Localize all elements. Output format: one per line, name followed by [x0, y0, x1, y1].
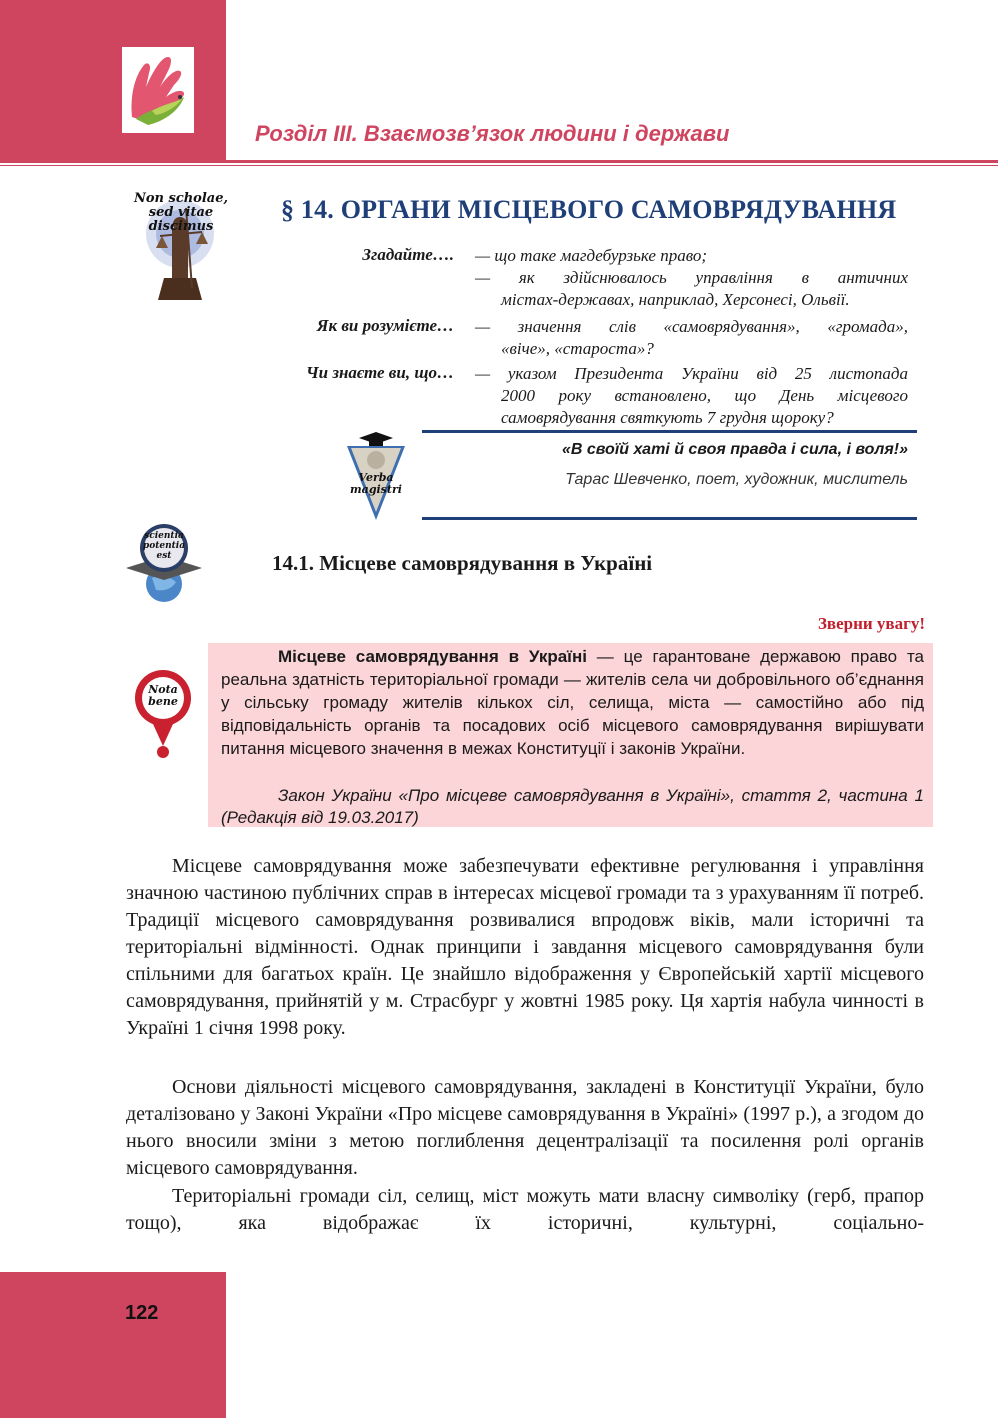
prompt-line: — значення слів «самоврядування», «громада», [475, 317, 908, 336]
verba-label: Verba magistri [350, 471, 402, 496]
section-title: § 14. ОРГАНИ МІСЦЕВОГО САМОВРЯДУВАННЯ [281, 195, 897, 224]
quote-bottom-rule [422, 517, 917, 520]
page-number: 122 [125, 1302, 159, 1324]
subsection-title: 14.1. Місцеве самоврядування в Україні [272, 551, 653, 575]
prompt-label-understand: Як ви розумієте… [316, 316, 454, 335]
definition-text [221, 645, 924, 760]
prompt-line: «віче», «староста»? [501, 339, 654, 358]
chapter-title: Розділ ІІІ. Взаємозв’язок людини і держави [255, 121, 730, 146]
header-rule-thin [0, 165, 998, 166]
verba-magistri-emblem [337, 432, 415, 522]
body-paragraph-2 [126, 1074, 924, 1182]
definition-source [221, 785, 924, 829]
quote-top-rule [422, 430, 917, 433]
scientia-emblem [124, 520, 206, 608]
prompt-line: — як здійснювалось управління в античних [475, 268, 908, 287]
prompt-line: 2000 року встановлено, що День місцевого [501, 386, 908, 405]
prompt-line: — що таке магдебурзьке право; [475, 246, 708, 265]
definition-lead: Місцеве самоврядування в Україні [278, 647, 587, 666]
prompt-items-recall [475, 245, 908, 311]
prompt-line: самоврядування святкують 7 грудня щороку? [501, 408, 834, 427]
nota-bene-label: Nota bene [148, 683, 178, 708]
hand-bird-logo [122, 47, 194, 133]
prompt-line: містах-державах, наприклад, Херсонесі, Ольвії. [501, 290, 850, 309]
epigraph-quote: «В своїй хаті й своя правда і сила, і воля!» [561, 441, 908, 458]
scientia-label: scientia potentia est [142, 531, 186, 561]
definition-body: — це гарантоване державою право та реальна здатність територіальної громади — жителів села чи добровільного об’єднання у сільську громаду жителів кількох сіл, селища, міста — самостійно або під відповідальність органів та посадових осіб місцевого самоврядування вирішувати питання місцевого значення в межах Конституції і законів України. [221, 647, 924, 758]
attention-label: Зверни увагу! [817, 614, 925, 633]
themis-emblem [122, 188, 240, 306]
definition-source-text: Закон України «Про місцеве самоврядування в Україні», стаття 2, частина 1 (Редакція від 19.03.2017) [221, 786, 924, 827]
body-paragraph-1 [126, 853, 924, 1042]
prompt-label-know: Чи знаєте ви, що… [305, 363, 454, 382]
header-rule [0, 160, 998, 163]
nota-bene-pin-icon [133, 668, 193, 760]
body-text: Територіальні громади сіл, селищ, міст можуть мати власну символіку (герб, прапор тощо), яка відображає їх історичні, культурні, соціально- [126, 1185, 924, 1234]
body-text: Основи діяльності місцевого самоврядування, закладені в Конституції України, було деталізовано у Законі України «Про місцеве самоврядування в Україні» (1997 р.), а згодом до нього вносили зміни з метою поглиблення децентралізації та посилення ролі органів місцевого самоврядування. [126, 1076, 924, 1179]
prompt-items-know [475, 363, 908, 429]
prompt-label-recall: Згадайте…. [362, 245, 454, 264]
emblem-motto: Non scholae, sed vitae discimus [133, 191, 229, 234]
epigraph-author: Тарас Шевченко, поет, художник, мислитель [565, 471, 908, 488]
prompt-line: — указом Президента України від 25 листопада [475, 364, 908, 383]
prompt-items-understand [475, 316, 908, 360]
bottom-color-band [0, 1272, 226, 1418]
body-text: Місцеве самоврядування може забезпечувати ефективне регулювання і управління значною частиною публічних справ в інтересах місцевої громади та з урахуванням її потреб. Традиції місцевого самоврядування розвивалися впродовж віків, мали історичні та територіальні відмінності. Однак принципи і завдання місцевого самоврядування були спільними для багатьох країн. Це знайшло відображення у Європейській хартії місцевого самоврядування, прийнятій у м. Страсбург у жовтні 1985 року. Ця хартія набула чинності в Україні 1 січня 1998 року. [126, 855, 924, 1039]
body-paragraph-3 [126, 1183, 924, 1237]
